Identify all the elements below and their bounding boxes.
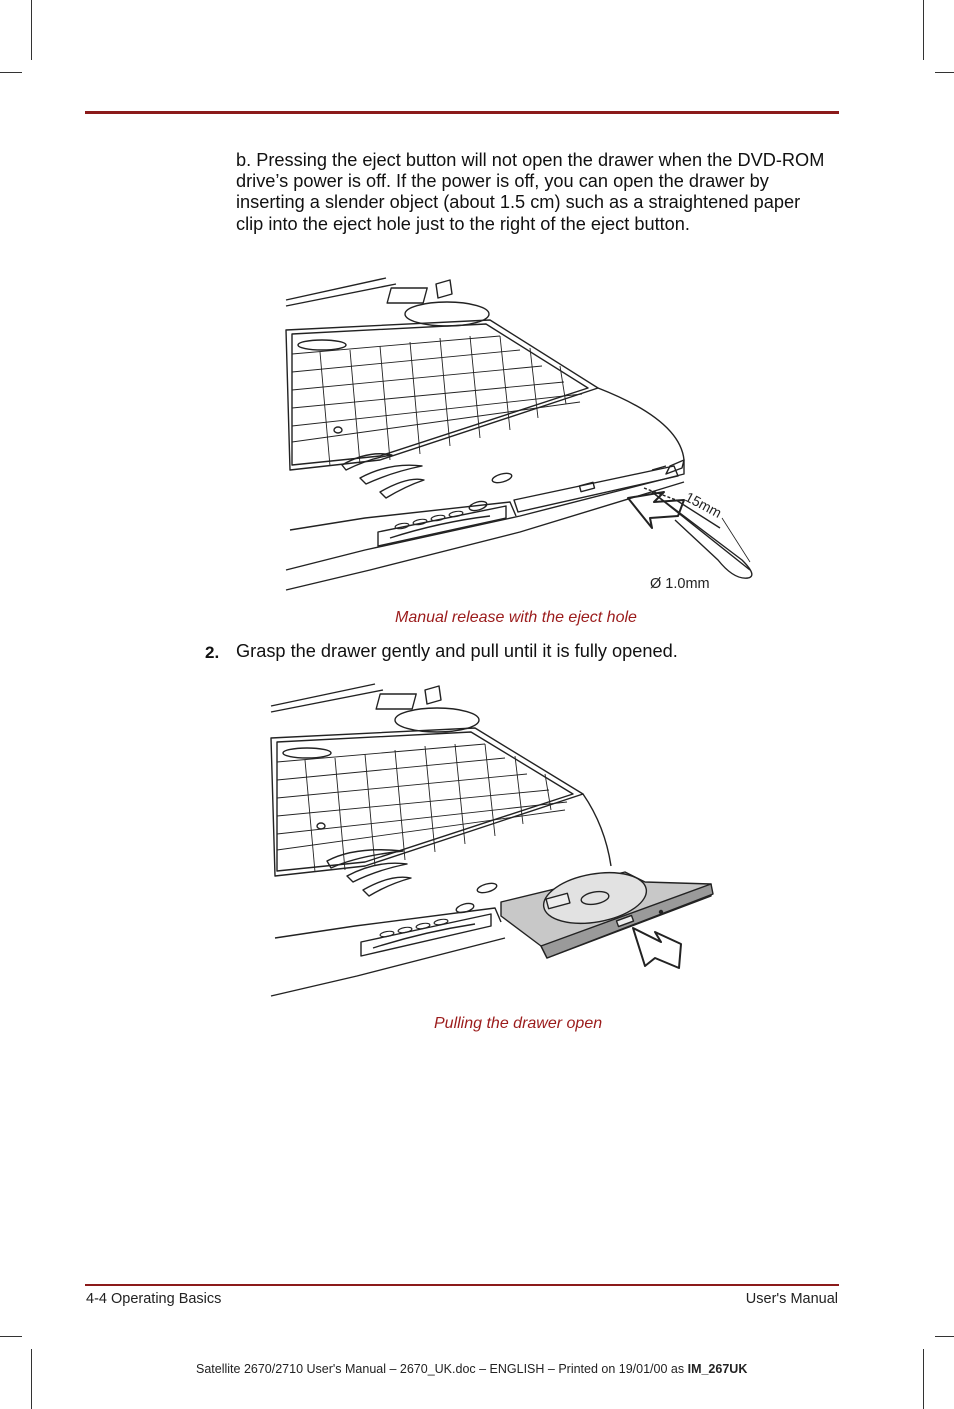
crop-mark <box>0 1336 22 1337</box>
crop-mark <box>31 1349 32 1409</box>
crop-mark <box>31 0 32 60</box>
step-number: 2. <box>205 643 220 662</box>
header-rule <box>85 111 839 114</box>
figure-drawer-open <box>265 676 725 1006</box>
crop-mark <box>923 1349 924 1409</box>
figure-eject-hole <box>280 270 770 600</box>
note-paragraph: b. Pressing the eject button will not open the drawer when the DVD-ROM drive’s power is off. If the power is off, you can open the drawer by inserting a slender object (about 1.5 cm) such as a straightened paper clip into the eject hole just to the right of the eject button. <box>236 150 825 234</box>
footer-rule <box>85 1284 839 1286</box>
crop-mark <box>935 72 954 73</box>
dimension-length-label: 15mm <box>682 488 725 521</box>
crop-mark <box>923 0 924 60</box>
crop-mark <box>935 1336 954 1337</box>
footer-left: 4-4 Operating Basics <box>86 1291 222 1307</box>
figure-caption: Manual release with the eject hole <box>395 609 637 626</box>
crop-mark <box>0 72 22 73</box>
print-metadata-code: IM_267UK <box>687 1362 748 1376</box>
print-metadata <box>196 1362 747 1376</box>
dimension-diameter-label: Ø 1.0mm <box>650 576 710 592</box>
figure-caption: Pulling the drawer open <box>434 1015 603 1032</box>
print-metadata-text: Satellite 2670/2710 User's Manual – 2670_UK.doc – ENGLISH – Printed on 19/01/00 as <box>196 1362 688 1376</box>
footer-right: User's Manual <box>745 1291 838 1307</box>
step-text: Grasp the drawer gently and pull until it is fully opened. <box>236 641 678 661</box>
